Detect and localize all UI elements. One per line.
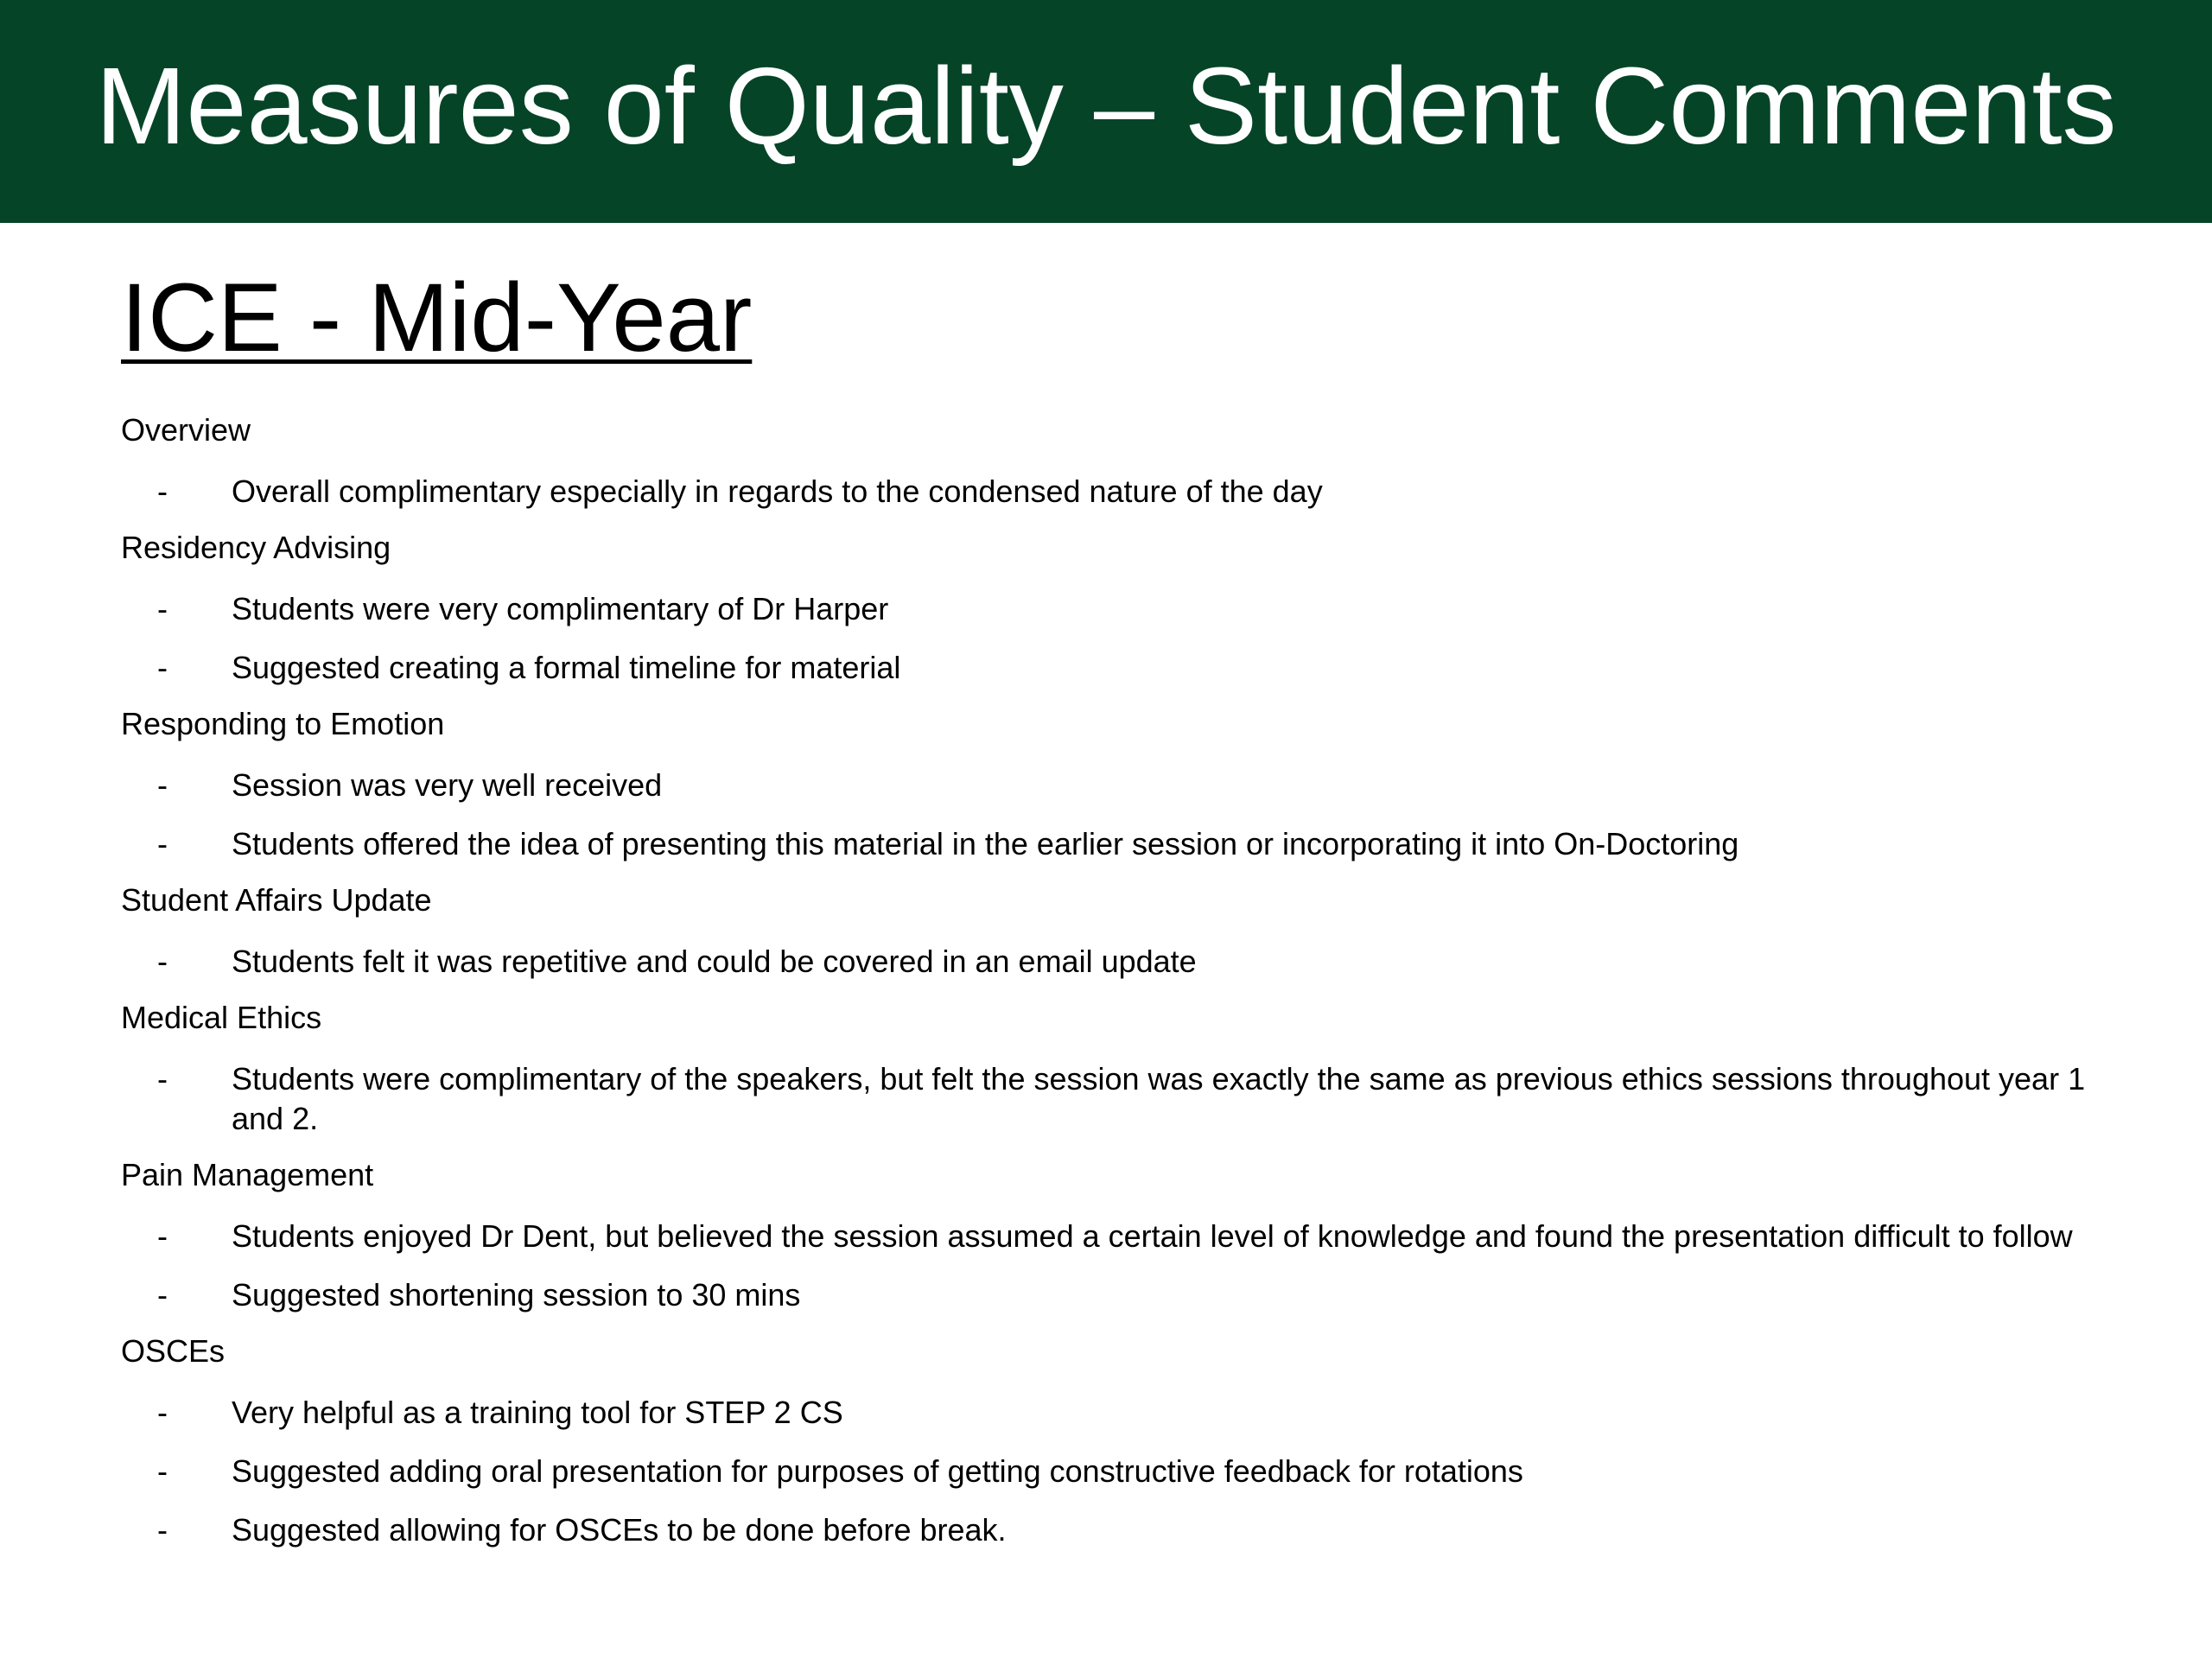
bullet-dash: - — [157, 650, 168, 685]
bullet-dash: - — [157, 474, 168, 509]
comment-bullet — [121, 1393, 2108, 1433]
bullet-text: Suggested allowing for OSCEs to be done before break. — [232, 1512, 1007, 1548]
bullet-dash: - — [157, 591, 168, 626]
comment-bullet — [121, 1510, 2108, 1550]
title-bar — [0, 0, 2212, 223]
comment-bullet — [121, 648, 2108, 688]
section-heading: Residency Advising — [121, 530, 391, 565]
section-heading: OSCEs — [121, 1333, 226, 1369]
comment-bullet — [121, 824, 2108, 864]
bullet-text: Students felt it was repetitive and could be covered in an email update — [232, 944, 1197, 979]
bullet-text: Students were complimentary of the speakers, but felt the session was exactly the same as previous ethics sessions throughout year 1 and 2. — [232, 1061, 2086, 1136]
section-heading: Student Affairs Update — [121, 882, 432, 918]
bullet-dash: - — [157, 1512, 168, 1548]
bullet-text: Very helpful as a training tool for STEP 2 CS — [232, 1395, 843, 1430]
bullet-text: Students were very complimentary of Dr Harper — [232, 591, 889, 626]
comment-bullet — [121, 766, 2108, 805]
comment-bullet — [121, 942, 2108, 982]
comment-section — [121, 531, 2108, 688]
bullet-dash: - — [157, 1395, 168, 1430]
comment-bullet — [121, 472, 2108, 512]
bullet-text: Session was very well received — [232, 767, 663, 803]
bullet-dash: - — [157, 1061, 168, 1096]
comment-section — [121, 1001, 2108, 1139]
comment-bullet — [121, 1452, 2108, 1491]
comments-list — [121, 413, 2108, 1569]
comment-section — [121, 883, 2108, 982]
slide-title: Measures of Quality – Student Comments — [95, 45, 2117, 167]
bullet-dash: - — [157, 1218, 168, 1254]
section-heading: Pain Management — [121, 1157, 374, 1192]
section-heading: Overview — [121, 412, 251, 448]
bullet-text: Students offered the idea of presenting this material in the earlier session or incorporating it into On-Doctoring — [232, 826, 1739, 861]
section-heading: Responding to Emotion — [121, 706, 445, 741]
bullet-text: Suggested creating a formal timeline for material — [232, 650, 901, 685]
comment-bullet — [121, 1217, 2108, 1256]
bullet-text: Overall complimentary especially in regards to the condensed nature of the day — [232, 474, 1323, 509]
bullet-text: Students enjoyed Dr Dent, but believed the session assumed a certain level of knowledge and found the presentation difficult to follow — [232, 1218, 2073, 1254]
comment-bullet — [121, 589, 2108, 629]
comment-section — [121, 413, 2108, 512]
bullet-dash: - — [157, 1277, 168, 1313]
comment-section — [121, 1158, 2108, 1315]
bullet-dash: - — [157, 944, 168, 979]
comment-section — [121, 1334, 2108, 1550]
comment-bullet — [121, 1275, 2108, 1315]
bullet-text: Suggested shortening session to 30 mins — [232, 1277, 801, 1313]
comment-section — [121, 707, 2108, 864]
bullet-dash: - — [157, 1453, 168, 1489]
bullet-dash: - — [157, 826, 168, 861]
section-heading: Medical Ethics — [121, 1000, 322, 1035]
bullet-dash: - — [157, 767, 168, 803]
bullet-text: Suggested adding oral presentation for purposes of getting constructive feedback for rotations — [232, 1453, 1523, 1489]
comment-bullet — [121, 1059, 2108, 1139]
section-subtitle: ICE - Mid-Year — [121, 264, 753, 372]
